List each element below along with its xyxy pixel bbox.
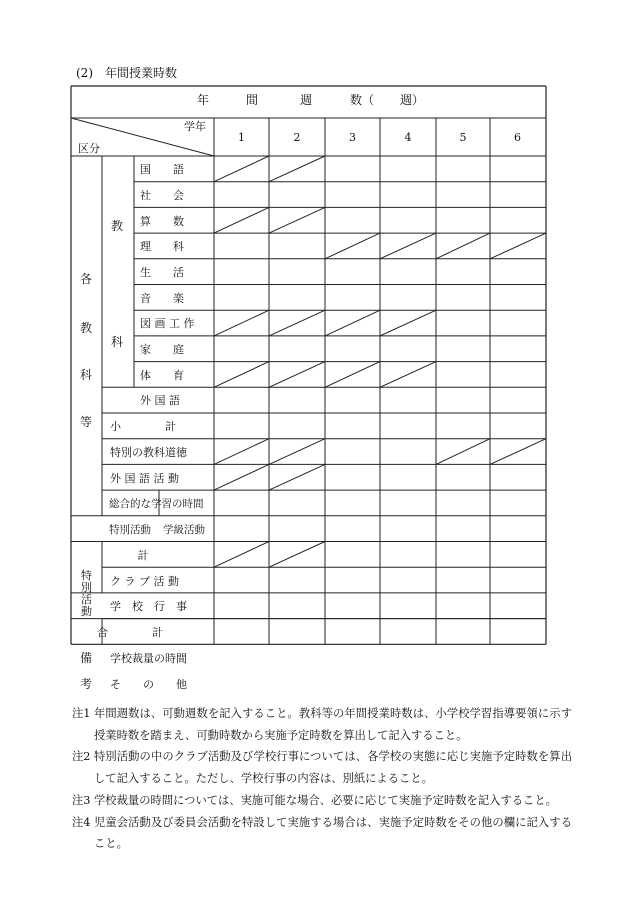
weeks-header-char: 週） [400, 93, 425, 107]
cell-slash [214, 542, 269, 568]
grade-number: 4 [404, 131, 412, 144]
special-activities-label-char: 動 [81, 605, 92, 618]
note-item [72, 703, 572, 746]
special-activities-label-char: 別 [81, 581, 92, 594]
integrated-study-label: 総合的な学習の時間 [109, 498, 204, 510]
club-activity-label: ク ラ ブ 活 動 [110, 575, 179, 588]
school-discretion-label: 学校裁量の時間 [110, 652, 187, 665]
cell-slash [214, 464, 269, 490]
cell-slash [325, 233, 380, 259]
subject-label: 理 科 [140, 240, 184, 253]
note-label: 注1 [72, 707, 91, 720]
weeks-header-char: 数（ [350, 93, 375, 107]
other-label: そ の 他 [110, 678, 187, 691]
cell-slash [214, 362, 269, 388]
cell-slash [269, 362, 325, 388]
cell-slash [269, 464, 325, 490]
grade-number: 5 [459, 131, 467, 144]
subject-label: 外 国 語 [140, 394, 180, 407]
note-label: 注2 [72, 750, 91, 764]
class-activity-label: 学級活動 [163, 524, 205, 536]
note-text: 学校裁量の時間については、実施可能な場合、必要に応じて実施予定時数を記入すること。 [94, 793, 557, 807]
kakukyoka-label-char: 等 [80, 415, 93, 429]
subject-label: 音 楽 [140, 292, 184, 305]
cell-slash [214, 439, 269, 465]
remarks-label-char: 備 [80, 651, 93, 665]
cell-slash [214, 310, 269, 336]
kyouka-label-char: 教 [111, 219, 124, 233]
cell-slash [325, 310, 380, 336]
note-label: 注3 [72, 793, 91, 807]
subject-label: 国 語 [140, 163, 184, 176]
grand-total-label: 合 計 [97, 626, 163, 639]
cell-slash [269, 310, 325, 336]
cell-slash [490, 439, 546, 465]
weeks-header-char: 年 [197, 93, 210, 107]
notes [72, 703, 572, 855]
cell-slash [490, 233, 546, 259]
remarks-label-char: 考 [80, 677, 93, 691]
cell-slash [214, 207, 269, 233]
subject-label: 生 活 [140, 266, 184, 279]
foreign-activity-label: 外 国 語 活 動 [110, 472, 179, 485]
subject-label: 家 庭 [140, 343, 184, 356]
kakukyoka-label-char: 各 [80, 272, 93, 286]
section-heading: (2) 年間授業時数 [76, 66, 177, 80]
subject-label: 算 数 [140, 215, 184, 228]
cell-slash [436, 439, 490, 465]
subject-label: 社 会 [140, 189, 184, 202]
cell-slash [269, 542, 325, 568]
special-activities-label-char: 特 [81, 569, 92, 582]
special-activity-label: 特別活動 [109, 524, 151, 536]
grade-label: 学年 [184, 120, 206, 133]
special-activities-label-char: 活 [81, 593, 92, 606]
grade-number: 3 [349, 131, 356, 144]
note-item [72, 746, 572, 789]
cell-slash [380, 233, 436, 259]
kakukyoka-label-char: 教 [80, 321, 93, 335]
cell-slash [325, 362, 380, 388]
cell-slash [436, 233, 490, 259]
weeks-header-char: 週 [300, 93, 313, 107]
grade-number: 1 [238, 131, 245, 144]
cell-slash [380, 362, 436, 388]
total-label: 計 [137, 549, 149, 562]
subtotal-label: 小 計 [110, 420, 176, 433]
kakukyoka-label-char: 科 [80, 368, 93, 382]
category-label: 区分 [78, 142, 100, 155]
grade-number: 6 [514, 131, 521, 144]
cell-slash [269, 156, 325, 182]
note-label: 注4 [72, 815, 91, 829]
weeks-header-char: 間 [246, 93, 259, 107]
kyouka-label-char: 科 [111, 335, 124, 349]
subject-label: 体 育 [140, 369, 184, 382]
note-text: 児童会活動及び委員会活動を特設して実施する場合は、実施予定時数をその他の欄に記入すること。 [94, 815, 572, 851]
note-text: 年間週数は、可動週数を記入すること。教科等の年間授業時数は、小学校学習指導要領に示す授業時数を踏まえ、可動時数から実施予定時数を算出して記入すること。 [94, 707, 572, 742]
moral-label: 特別の教科道徳 [110, 446, 187, 459]
note-text: 特別活動の中のクラブ活動及び学校行事については、各学校の実態に応じ実施予定時数を算出して記入すること。ただし、学校行事の内容は、別紙によること。 [94, 750, 572, 786]
school-event-label: 学 校 行 事 [110, 600, 187, 613]
note-item [72, 812, 572, 855]
cell-slash [269, 207, 325, 233]
subject-label: 図 画 工 作 [140, 317, 195, 330]
cell-slash [380, 310, 436, 336]
cell-slash [214, 156, 269, 182]
cell-slash [269, 439, 325, 465]
note-item [72, 790, 572, 812]
grade-number: 2 [293, 131, 301, 144]
